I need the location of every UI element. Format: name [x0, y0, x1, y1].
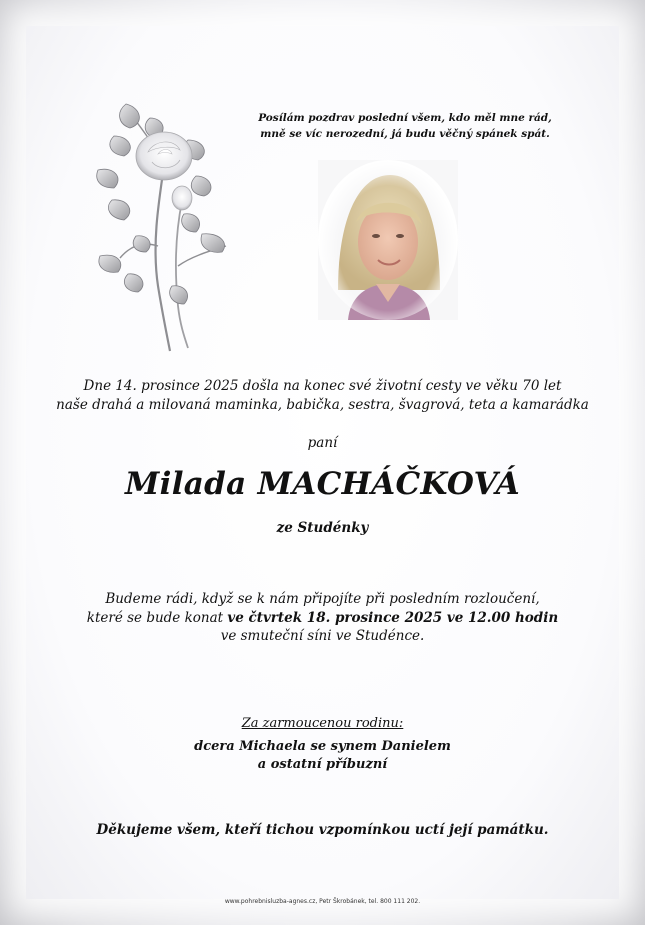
invitation-line-3: ve smuteční síni ve Studénce.	[220, 628, 425, 644]
family-members	[0, 738, 645, 773]
family-heading: Za zarmoucenou rodinu:	[241, 716, 404, 731]
portrait-vignette	[318, 160, 458, 320]
motto-line-1: Posílám pozdrav poslední všem, kdo měl mne rád,	[258, 112, 552, 124]
thanks: Děkujeme všem, kteří tichou vzpomínkou uctí její památku.	[96, 822, 549, 838]
funeral-date-time: ve čtvrtek 18. prosince 2025 ve 12.00 hodin	[227, 609, 559, 626]
motto-line-2: mně se víc nerozední, já budu věčný spánek spát.	[260, 128, 550, 140]
invitation-line-1: Budeme rádi, když se k nám připojíte při posledním rozloučení,	[105, 591, 540, 607]
motto	[240, 110, 570, 142]
funeral-invitation	[0, 590, 645, 646]
announcement-line-1: Dne 14. prosince 2025 došla na konec své životní cesty ve věku 70 let	[83, 378, 562, 394]
invitation-line-2	[0, 609, 645, 628]
family-line-2: a ostatní příbuzní	[257, 756, 388, 772]
deceased-name: Milada MACHÁČKOVÁ	[125, 466, 520, 502]
invitation-line-2-prefix: které se bude konat	[86, 609, 228, 626]
origin: ze Studénky	[276, 520, 369, 536]
family-line-1: dcera Michaela se synem Danielem	[194, 739, 451, 754]
death-announcement	[0, 377, 645, 415]
footer-contact: www.pohrebnisluzba-agnes.cz, Petr Škrobánek, tel. 800 111 202.	[224, 898, 421, 905]
salutation: paní	[307, 435, 338, 451]
announcement-line-2: naše drahá a milovaná maminka, babička, sestra, švagrová, teta a kamarádka	[56, 397, 589, 413]
rose-icon	[92, 96, 242, 356]
